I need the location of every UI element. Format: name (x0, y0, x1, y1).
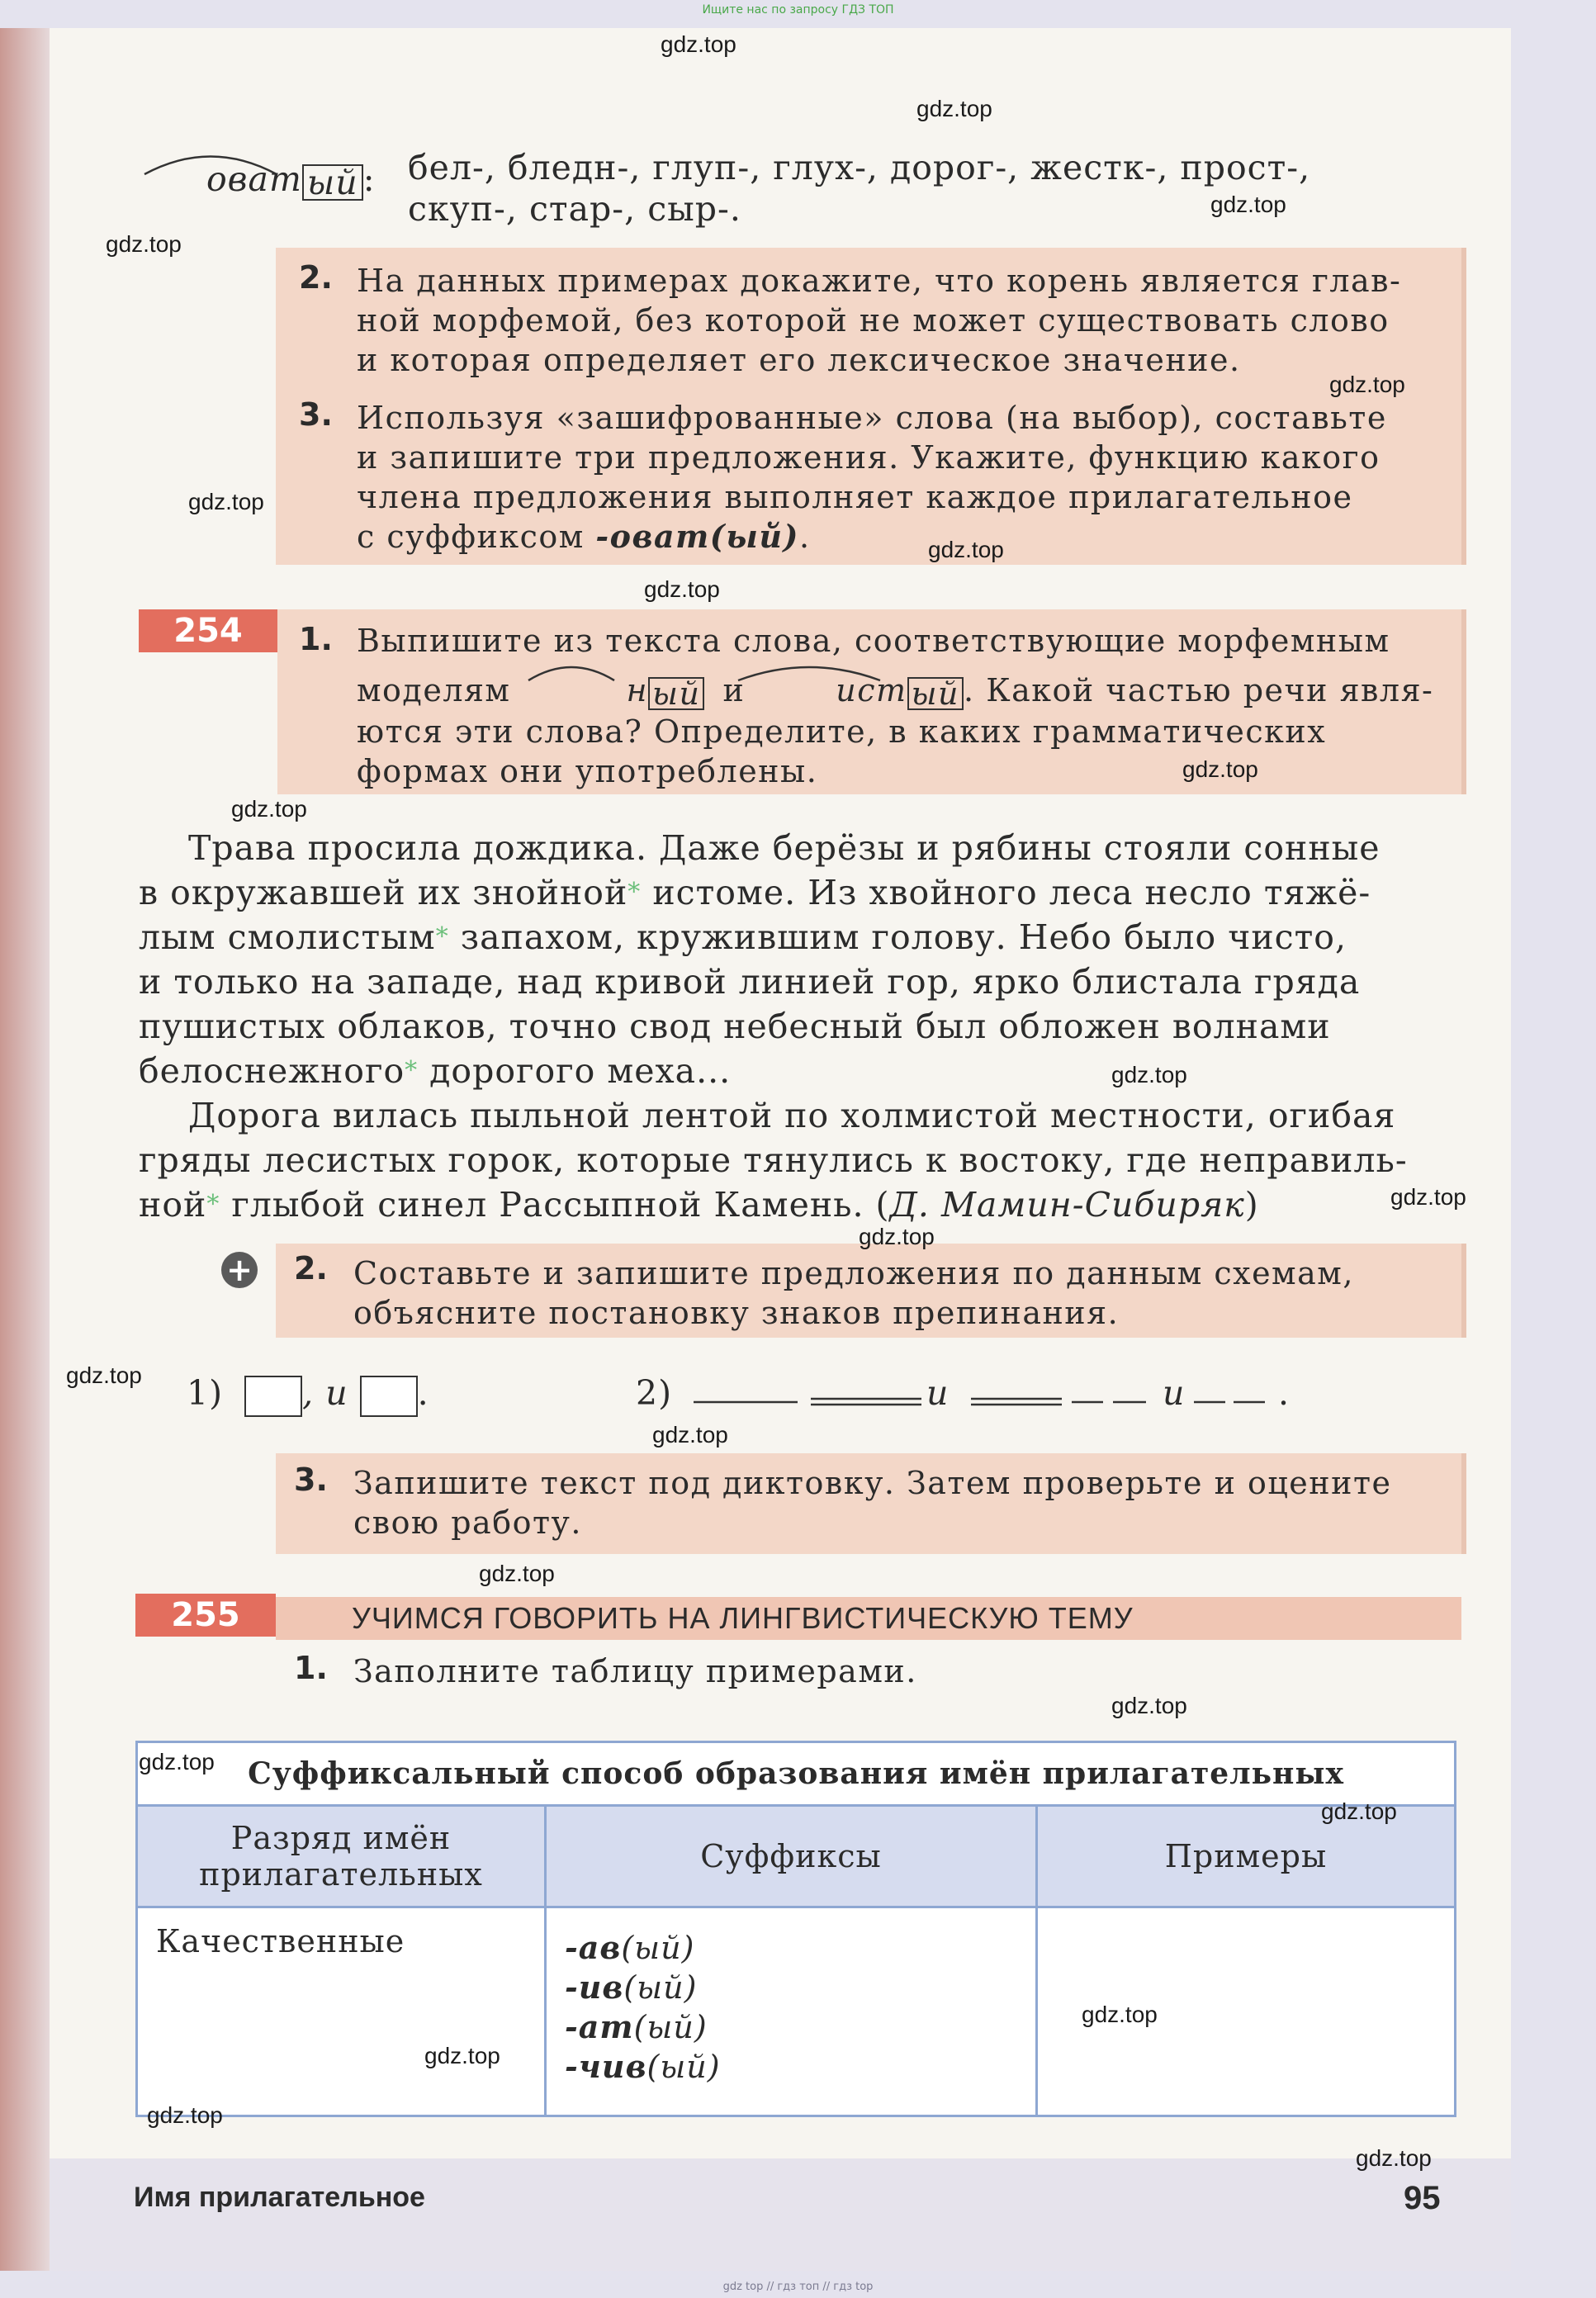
scheme-1 (187, 1371, 429, 1417)
task-3-line4 (357, 517, 811, 557)
scheme-2 (636, 1371, 672, 1415)
suffix-item: -ав(ый) (565, 1929, 695, 1966)
line2-rest: . Какой частью речи явля- (964, 672, 1434, 708)
footer-section-title: Имя прилагательное (134, 2182, 425, 2213)
cell-suffixes (546, 1907, 1037, 2116)
exercise-254-badge: 254 (139, 609, 277, 652)
watermark: gdz.top (106, 231, 182, 257)
task-3-number: 3. (299, 396, 333, 433)
watermark: gdz.top (1182, 756, 1258, 782)
model2-ending: ый (907, 677, 964, 710)
task-2-line2: ной морфемой, без которой не может существовать слово (357, 302, 1390, 339)
suffix-item: -чив(ый) (565, 2048, 721, 2085)
task-3-line2: и запишите три предложения. Укажите, функцию какого (357, 439, 1381, 476)
passage-text: ) (1244, 1185, 1259, 1225)
exercise-255-task-1-number: 1. (294, 1650, 328, 1686)
watermark: gdz.top (928, 537, 1004, 562)
watermark: gdz.top (1111, 1062, 1187, 1087)
passage-text: истоме. Из хвойного леса несло тяжё- (641, 873, 1371, 912)
scheme-1-end: . (417, 1373, 429, 1413)
page-number: 95 (1404, 2180, 1441, 2216)
star-icon: * (206, 1190, 220, 1219)
watermark: gdz.top (1210, 192, 1286, 217)
col-header-examples: Примеры (1037, 1806, 1456, 1907)
model1-ending: ый (648, 677, 704, 710)
col-header-line: Разряд имён (230, 1820, 452, 1856)
task-3-suffix: -оват(ый) (595, 518, 800, 555)
suffix-item: -ат(ый) (565, 2008, 708, 2045)
exercise-255-line1: Заполните таблицу примерами. (353, 1653, 917, 1689)
scheme-2-lines-icon (690, 1384, 1293, 1417)
passage-text: лым смолистым (139, 917, 436, 957)
star-icon: * (628, 878, 642, 907)
table-row (137, 1907, 1456, 2116)
task-2-number: 2. (299, 259, 333, 296)
task-254-3-line2: свою работу. (353, 1504, 582, 1541)
scheme-2-and-2: и (1163, 1373, 1186, 1413)
plus-circle-icon: + (221, 1252, 258, 1288)
watermark: gdz.top (1111, 1693, 1187, 1718)
passage-text: белоснежного (139, 1051, 405, 1091)
task-254-3-line1: Запишите текст под диктовку. Затем проверьте и оцените (353, 1465, 1392, 1501)
col-header-category (137, 1806, 546, 1907)
exercise-254-line1: Выпишите из текста слова, соответствующие морфемным (357, 623, 1390, 659)
passage-text: запахом, кружившим голову. Небо было чисто, (448, 917, 1347, 957)
col-header-suffixes: Суффиксы (546, 1806, 1037, 1907)
watermark: gdz.top (139, 1749, 215, 1774)
clause-box-icon (244, 1376, 302, 1417)
watermark: gdz.top (147, 2102, 223, 2128)
passage-p1-line6 (139, 1049, 731, 1093)
table-caption: Суффиксальный способ образования имён прилагательных (137, 1742, 1456, 1806)
passage-p1-line5: пушистых облаков, точно свод небесный был обложен волнами (139, 1007, 1331, 1046)
bottom-banner: gdz top // гдз топ // гдз top (722, 2281, 874, 2293)
clause-box-icon (360, 1376, 418, 1417)
watermark: gdz.top (66, 1362, 142, 1388)
watermark: gdz.top (479, 1561, 555, 1586)
page-edge (0, 28, 50, 2271)
passage-text: в окружавшей их знойной (139, 873, 628, 912)
passage-p2-line1: Дорога вилась пыльной лентой по холмистой местности, огибая (188, 1096, 1396, 1135)
passage-text: глыбой синел Рассыпной Камень. ( (220, 1185, 890, 1225)
task-3-line1: Используя «зашифрованные» слова (на выбор), составьте (357, 400, 1387, 436)
watermark: gdz.top (1082, 2002, 1158, 2027)
model-ovat (206, 157, 376, 201)
scheme-1-conj: , и (302, 1373, 348, 1413)
exercise-255-badge: 255 (135, 1594, 276, 1637)
watermark: gdz.top (1321, 1798, 1397, 1824)
watermark: gdz.top (644, 576, 720, 602)
star-icon: * (435, 922, 449, 951)
stem-list-line2: скуп-, стар-, сыр-. (408, 189, 741, 229)
watermark: gdz.top (424, 2043, 500, 2068)
watermark: gdz.top (661, 31, 736, 57)
exercise-254-line3: ются эти слова? Определите, в каких грамматических (357, 713, 1327, 750)
passage-text: дорогого меха... (418, 1051, 732, 1091)
task-2-line3: и которая определяет его лексическое значение. (357, 342, 1241, 378)
scheme-2-label: 2) (636, 1373, 673, 1413)
model-ending: ый (302, 164, 363, 201)
exercise-254-line4: формах они употреблены. (357, 753, 818, 789)
passage-p1-line3 (139, 915, 1347, 959)
star-icon: * (405, 1056, 419, 1085)
exercise-254-line2 (357, 670, 1433, 710)
task-3-end: . (799, 519, 811, 555)
passage-p2-line2: гряды лесистых горок, которые тянулись к востоку, где неправиль- (139, 1140, 1408, 1180)
model-colon: : (362, 159, 376, 199)
model-stem: оват (206, 159, 302, 199)
task-254-3-number: 3. (294, 1462, 328, 1498)
models-label: моделям (357, 672, 511, 708)
scheme-1-label: 1) (187, 1373, 224, 1413)
passage-author: Д. Мамин-Сибиряк (889, 1185, 1245, 1225)
passage-text: ной (139, 1185, 207, 1225)
watermark: gdz.top (188, 489, 264, 514)
watermark: gdz.top (1390, 1184, 1466, 1210)
scheme-2-end: . (1278, 1373, 1291, 1413)
stem-list-line1: бел-, бледн-, глуп-, глух-, дорог-, жестк-, прост-, (408, 148, 1311, 187)
passage-p1-line2 (139, 870, 1371, 915)
exercise-255-heading (276, 1597, 1461, 1640)
suffix-table (135, 1741, 1456, 2117)
passage-p2-line3 (139, 1182, 1259, 1227)
task-2-line1: На данных примерах докажите, что корень является глав- (357, 263, 1402, 299)
passage-p1-line4: и только на западе, над кривой линией гор, ярко блистала гряда (139, 962, 1361, 1002)
col-header-line: прилагательных (199, 1856, 483, 1893)
top-banner: Ищите нас по запросу ГДЗ ТОП (702, 3, 894, 17)
model1-stem: н (626, 672, 649, 708)
watermark: gdz.top (652, 1422, 728, 1448)
models-and: и (722, 672, 746, 708)
watermark: gdz.top (916, 96, 992, 121)
task-3-prefix: с суффиксом (357, 519, 596, 555)
watermark: gdz.top (231, 796, 307, 822)
watermark: gdz.top (859, 1224, 935, 1249)
passage-p1-line1: Трава просила дождика. Даже берёзы и рябины стояли сонные (188, 828, 1381, 868)
task-254-2-number: 2. (294, 1250, 328, 1286)
suffix-item: -ив(ый) (565, 1969, 698, 2006)
scheme-2-and-1: и (926, 1373, 950, 1413)
task-254-2-line2: объясните постановку знаков препинания. (353, 1295, 1120, 1331)
watermark: gdz.top (1356, 2145, 1432, 2171)
watermark: gdz.top (1329, 372, 1405, 397)
heading-text: УЧИМСЯ ГОВОРИТЬ НА ЛИНГВИСТИЧЕСКУЮ ТЕМУ (352, 1601, 1134, 1635)
model2-stem: ист (836, 672, 907, 708)
task-3-line3: члена предложения выполняет каждое прилагательное (357, 479, 1353, 515)
exercise-254-task-1-number: 1. (299, 621, 333, 657)
cell-category: Качественные (137, 1907, 546, 2116)
footer-band (50, 2158, 1511, 2271)
task-254-2-line1: Составьте и запишите предложения по данным схемам, (353, 1255, 1354, 1291)
